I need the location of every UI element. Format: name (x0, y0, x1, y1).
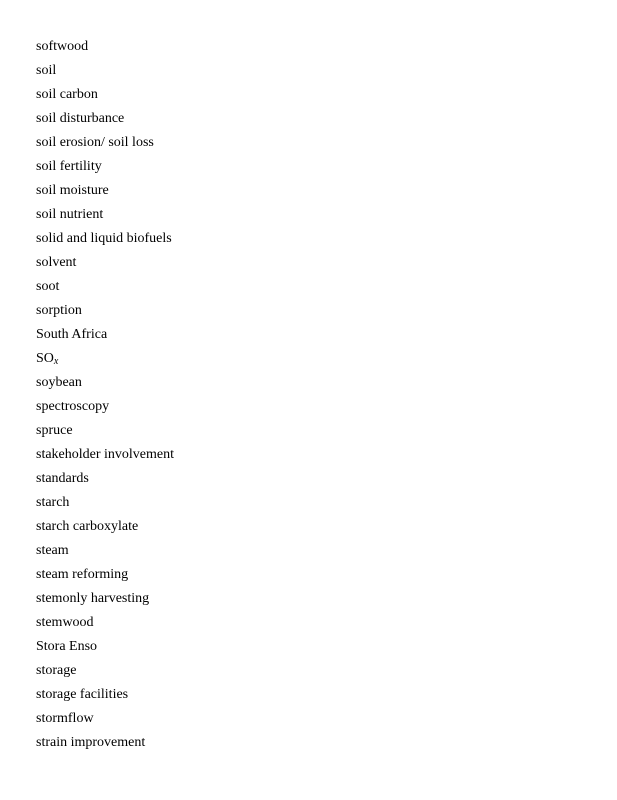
index-term (36, 347, 174, 371)
index-term-text: Stora Enso (36, 639, 98, 654)
index-term-text: strain improvement (36, 735, 146, 750)
index-term-text: spectroscopy (36, 399, 110, 414)
index-term-text: solvent (36, 255, 77, 270)
index-term-text: stormflow (36, 711, 94, 726)
index-term (36, 395, 174, 419)
index-term-text: storage (36, 663, 77, 678)
index-term (36, 731, 174, 755)
index-term (36, 107, 174, 131)
index-term (36, 683, 174, 707)
index-term-text: storage facilities (36, 687, 129, 702)
index-term-text: soil erosion/ soil loss (36, 135, 154, 150)
index-term-text: soil disturbance (36, 111, 125, 126)
index-term-text: steam reforming (36, 567, 129, 582)
index-term (36, 59, 174, 83)
index-term (36, 419, 174, 443)
index-term (36, 371, 174, 395)
index-term-text: SO (36, 351, 54, 366)
index-term-list (36, 35, 174, 755)
index-term (36, 155, 174, 179)
index-term (36, 131, 174, 155)
index-term-text: starch (36, 495, 70, 510)
index-term-text: sorption (36, 303, 82, 318)
index-term-text: soil carbon (36, 87, 98, 102)
index-term (36, 587, 174, 611)
index-term-text: standards (36, 471, 89, 486)
index-term-text: steam (36, 543, 69, 558)
index-term-text: soil (36, 63, 57, 78)
index-term (36, 323, 174, 347)
index-term (36, 491, 174, 515)
index-term (36, 539, 174, 563)
index-term (36, 443, 174, 467)
index-term-text: stakeholder involvement (36, 447, 175, 462)
index-term-text: spruce (36, 423, 73, 438)
index-term (36, 515, 174, 539)
index-term-text: soil nutrient (36, 207, 104, 222)
index-term (36, 299, 174, 323)
index-term (36, 179, 174, 203)
index-term-text: soot (36, 279, 60, 294)
index-term (36, 227, 174, 251)
index-term-text: solid and liquid biofuels (36, 231, 172, 246)
index-term-text: soil moisture (36, 183, 109, 198)
index-term (36, 611, 174, 635)
index-term-text: South Africa (36, 327, 108, 342)
index-term (36, 563, 174, 587)
index-term (36, 707, 174, 731)
index-term (36, 275, 174, 299)
index-term (36, 251, 174, 275)
index-term-text: stemonly harvesting (36, 591, 150, 606)
index-term-subscript: x (53, 356, 59, 367)
index-term (36, 83, 174, 107)
index-term (36, 467, 174, 491)
index-term-text: softwood (36, 39, 89, 54)
index-term (36, 35, 174, 59)
index-term-text: soil fertility (36, 159, 102, 174)
index-term (36, 635, 174, 659)
index-term-text: starch carboxylate (36, 519, 139, 534)
index-term (36, 659, 174, 683)
index-term-text: stemwood (36, 615, 94, 630)
index-term (36, 203, 174, 227)
index-term-text: soybean (36, 375, 82, 390)
